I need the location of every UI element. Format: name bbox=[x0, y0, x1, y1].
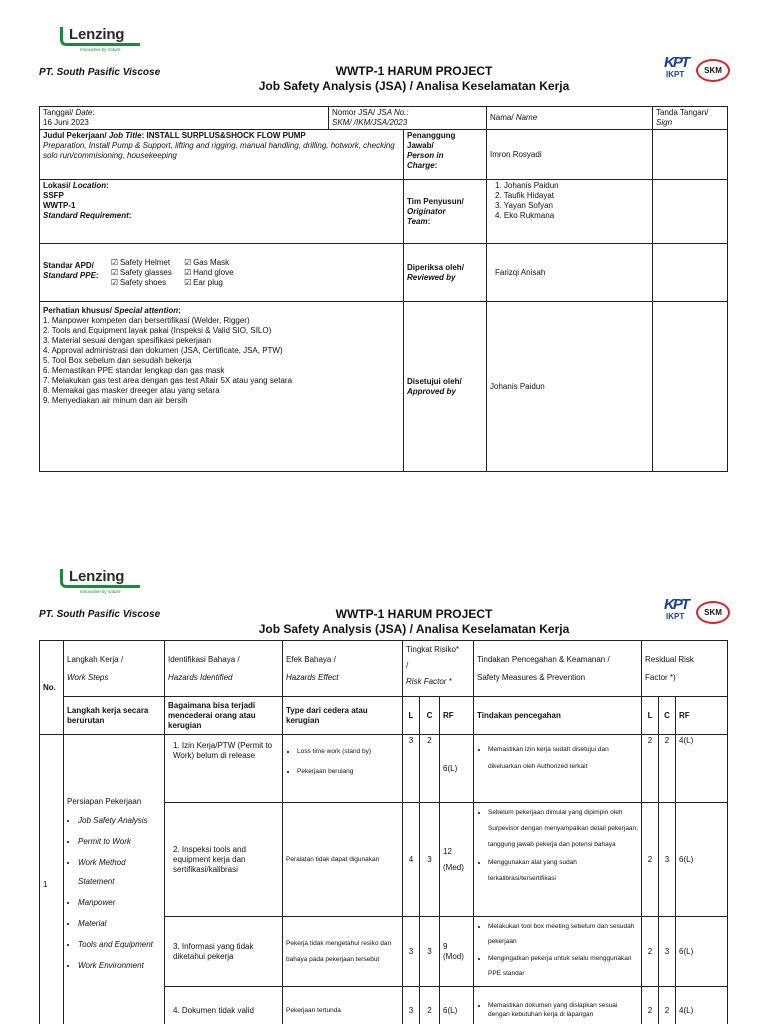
location-cell: Lokasi/ Location: SSFP WWTP-1 Standard Requirement: bbox=[40, 180, 404, 244]
subheader-row bbox=[40, 697, 728, 735]
risk-l: 3 bbox=[403, 735, 420, 803]
sub-work-steps: Langkah kerja secara berurutan bbox=[64, 697, 165, 735]
lenzing-logo bbox=[60, 26, 144, 54]
ppe-list-2 bbox=[184, 258, 233, 288]
col-hazards: Identifikasi Bahaya / Hazards Identified bbox=[165, 641, 283, 697]
residual-c: 3 bbox=[659, 803, 676, 917]
company-name: PT. South Pasific Viscose bbox=[39, 609, 161, 620]
sub-l: L bbox=[403, 697, 420, 735]
measure-item: • Melakukan tool box meeting sebelum dan sesudah pekerjaan bbox=[488, 919, 638, 949]
sub-measures: Tindakan pencegahan bbox=[474, 697, 642, 735]
ppe-item: ☑ Safety shoes bbox=[110, 277, 167, 287]
info-row-attention bbox=[40, 302, 728, 472]
ikpt-text: IKPT bbox=[666, 70, 685, 79]
sub-effects: Type dari cedera atau kerugian bbox=[283, 697, 403, 735]
lenzing-wordmark: Lenzing bbox=[69, 26, 125, 43]
team-member: 3. Yayan Sofyan bbox=[495, 201, 553, 210]
name-header: Nama/ Name bbox=[487, 107, 653, 130]
ikpt-skm-logo bbox=[664, 596, 730, 630]
residual-l: 2 bbox=[642, 803, 659, 917]
jsa-hazard-table bbox=[39, 640, 728, 1024]
ppe-item: ☑ Safety Helmet bbox=[110, 257, 171, 267]
lenzing-logo bbox=[60, 568, 144, 596]
attention-item: 1. Manpower kompeten dan bersertifikasi (Welder, Rigger) bbox=[43, 316, 250, 325]
col-residual-risk: Residual Risk Factor *) bbox=[642, 641, 728, 697]
date-value: 16 Juni 2023 bbox=[43, 118, 89, 127]
ppe-list-1 bbox=[111, 258, 172, 288]
sub-hazards: Bagaimana bisa terjadi mencederai orang atau kerugian bbox=[165, 697, 283, 735]
measure-item: • Sebelum pekerjaan dimulai yang dipimpin oleh Surpevisor dengan menyampaikan detail pekerjaan, tanggung jawab pekerja dan potensi bahaya bbox=[488, 805, 638, 853]
effect-cell: Peralatan tidak dapat digunakan bbox=[283, 803, 403, 917]
attention-item: 9. Menyediakan air minum dan air bersih bbox=[43, 396, 188, 405]
col-safety-measures: Tindakan Pencegahan & Keamanan / Safety Measures & Prevention bbox=[474, 641, 642, 697]
attention-item: 2. Tools and Equipment layak pakai (Inspeksi & Valid SIO, SILO) bbox=[43, 326, 272, 335]
residual-rf: 4(L) bbox=[676, 987, 728, 1024]
pic-name: Imron Rosyadi bbox=[487, 130, 653, 180]
team-member: 2. Taufik Hidayat bbox=[495, 191, 555, 200]
residual-c: 3 bbox=[659, 917, 676, 987]
measures-cell bbox=[474, 735, 642, 803]
work-step-item: • Material bbox=[78, 914, 161, 933]
location-area: WWTP-1 bbox=[43, 201, 76, 210]
checkbox-checked-icon: ☑ bbox=[184, 277, 192, 287]
special-attention-list bbox=[43, 316, 400, 406]
col-effects: Efek Bahaya / Hazards Effect bbox=[283, 641, 403, 697]
lenzing-tagline: Innovative by nature bbox=[80, 47, 121, 52]
residual-rf: 6(L) bbox=[676, 803, 728, 917]
info-row-location bbox=[40, 180, 728, 244]
risk-rf: 12 (Med) bbox=[440, 803, 474, 917]
location-value: SSFP bbox=[43, 191, 64, 200]
ikpt-mark: KPT bbox=[664, 54, 688, 71]
risk-rf: 9 (Mod) bbox=[440, 917, 474, 987]
jsa-number-value: SKM/ /IKM/JSA/2023 bbox=[332, 118, 408, 127]
standard-requirement: Standard Requirement bbox=[43, 211, 129, 220]
attention-item: 6. Memastikan PPE standar lengkap dan gas mask bbox=[43, 366, 225, 375]
team-member: 1. Johanis Paidun bbox=[495, 181, 559, 190]
reviewer-label: Diperiksa oleh/ Reviewed by bbox=[404, 244, 487, 302]
checkbox-checked-icon: ☑ bbox=[110, 277, 118, 287]
attention-item: 3. Material sesuai dengan spesifikasi pekerjaan bbox=[43, 336, 212, 345]
attention-item: 4. Approval administrasi dan dokumen (JSA, Certificate, JSA, PTW) bbox=[43, 346, 283, 355]
attention-item: 8. Memakai gas masker dreeger atau yang setara bbox=[43, 386, 220, 395]
reviewer-sign bbox=[653, 244, 728, 302]
approver-label: Disetujui oleh/ Approved by bbox=[404, 302, 487, 472]
job-title-value: : INSTALL SURPLUS&SHOCK FLOW PUMP bbox=[141, 131, 306, 140]
risk-l: 4 bbox=[403, 803, 420, 917]
risk-c: 3 bbox=[420, 917, 440, 987]
ppe-label: Standar APD/ Standard PPE: bbox=[43, 260, 99, 280]
document-title bbox=[200, 64, 628, 94]
team-list bbox=[487, 180, 653, 244]
jsa-title: Job Safety Analysis (JSA) / Analisa Keselamatan Kerja bbox=[258, 79, 570, 93]
effect-item: • Loss time work (stand by) bbox=[297, 743, 399, 761]
job-description: Preparation, Install Pump & Support, lifting and rigging, manual handling, drilling, hotwork, checking solo run/commisioning, housekeeping bbox=[43, 141, 395, 160]
reviewer-name: Farizqi Anisah bbox=[487, 244, 653, 302]
residual-c: 2 bbox=[659, 987, 676, 1024]
ppe-item: ☑ Safety glasses bbox=[110, 267, 172, 277]
risk-c: 3 bbox=[420, 803, 440, 917]
checkbox-checked-icon: ☑ bbox=[184, 257, 192, 267]
jsa-info-table bbox=[39, 106, 728, 472]
jsa-number-cell: Nomor JSA/ JSA No.: SKM/ /IKM/JSA/2023 bbox=[329, 107, 487, 130]
work-step-title: Persiapan Pekerjaan bbox=[67, 797, 142, 806]
measure-item: • Memastikan Izin kerja sudah disetujui dan dikeluarkan oleh Authorized terkait bbox=[488, 741, 638, 775]
skm-badge: SKM bbox=[696, 601, 730, 624]
residual-rf: 4(L) bbox=[676, 735, 728, 803]
work-step-list bbox=[67, 811, 161, 975]
work-step-cell bbox=[64, 735, 165, 1024]
measures-cell bbox=[474, 803, 642, 917]
risk-rf: 6(L) bbox=[440, 735, 474, 803]
work-step-item: • Permit to Work bbox=[78, 832, 161, 851]
special-attention-cell bbox=[40, 302, 404, 472]
ppe-item: ☑ Hand glove bbox=[184, 267, 234, 277]
risk-c: 2 bbox=[420, 735, 440, 803]
job-title-cell: Judul Pekerjaan/ Job Title: INSTALL SURPLUS&SHOCK FLOW PUMP Preparation, Install Pump & Support, lifting and rigging, manual handling, drilling, hotwork, checking solo run/commisioning, housekeeping bbox=[40, 130, 404, 180]
sign-header: Tanda Tangan/ Sign bbox=[653, 107, 728, 130]
page-gap bbox=[0, 472, 768, 558]
checkbox-checked-icon: ☑ bbox=[110, 257, 118, 267]
col-risk-factor: Tingkat Risiko* / Risk Factor * bbox=[403, 641, 474, 697]
skm-badge: SKM bbox=[696, 59, 730, 82]
work-step-item: • Work Method Statement bbox=[78, 853, 161, 891]
ikpt-text: IKPT bbox=[666, 612, 685, 621]
attention-item: 7. Melakukan gas test area dengan gas test Altair 5X atau yang setara bbox=[43, 376, 293, 385]
col-no: No. bbox=[40, 641, 64, 735]
ppe-item: ☑ Gas Mask bbox=[184, 257, 230, 267]
table-row bbox=[40, 735, 728, 803]
hazard-cell: 1. Izin Kerja/PTW (Permit to Work) belum di release bbox=[165, 735, 283, 803]
approver-name: Johanis Paidun bbox=[487, 302, 653, 472]
ppe-cell bbox=[40, 244, 404, 302]
work-step-item: • Tools and Equipment bbox=[78, 935, 161, 954]
hazard-cell: 3. Informasi yang tidak diketahui pekerja bbox=[165, 917, 283, 987]
jsa-title: Job Safety Analysis (JSA) / Analisa Keselamatan Kerja bbox=[258, 622, 570, 636]
date-cell: Tanggal/ Date: 16 Juni 2023 bbox=[40, 107, 329, 130]
sub-residual-rf: RF bbox=[676, 697, 728, 735]
ppe-item: ☑ Ear plug bbox=[184, 277, 223, 287]
measure-item: • Mengingatkan pekerja untuk selalu menggunakan PPE standar bbox=[488, 951, 638, 981]
approver-sign bbox=[653, 302, 728, 472]
measures-cell bbox=[474, 987, 642, 1024]
sub-c: C bbox=[420, 697, 440, 735]
measure-item: • Memastikan dokumen yang dislapkan sesuai dengan kebutuhan kerja di lapangan bbox=[488, 1001, 638, 1019]
header-row bbox=[40, 641, 728, 697]
effect-cell bbox=[283, 735, 403, 803]
effect-cell: Pekerjaan tertunda bbox=[283, 987, 403, 1024]
ikpt-mark: KPT bbox=[664, 596, 688, 613]
pic-label: Penanggung Jawab/ Person in Charge: bbox=[404, 130, 487, 180]
info-row-ppe bbox=[40, 244, 728, 302]
col-work-steps: Langkah Kerja / Work Steps bbox=[64, 641, 165, 697]
ikpt-skm-logo bbox=[664, 54, 730, 88]
residual-l: 2 bbox=[642, 987, 659, 1024]
attention-item: 5. Tool Box sebelum dan sesudah bekerja bbox=[43, 356, 192, 365]
company-name: PT. South Pasific Viscose bbox=[39, 67, 161, 78]
residual-c: 2 bbox=[659, 735, 676, 803]
effect-item: • Pekerjaan berulang bbox=[297, 763, 399, 781]
lenzing-tagline: Innovative by nature bbox=[80, 589, 121, 594]
lenzing-wordmark: Lenzing bbox=[69, 568, 125, 585]
measures-cell bbox=[474, 917, 642, 987]
work-step-item: • Manpower bbox=[78, 893, 161, 912]
checkbox-checked-icon: ☑ bbox=[110, 267, 118, 277]
risk-rf: 6(L) bbox=[440, 987, 474, 1024]
effect-cell: Pekerja tidak mengetahui resiko dan bahaya pada pekerjaan tersebut bbox=[283, 917, 403, 987]
special-attention-title: Perhatian khusus/ Special attention: bbox=[43, 306, 181, 315]
info-row-date bbox=[40, 107, 728, 130]
document-title bbox=[200, 607, 628, 637]
work-step-item: • Job Safety Analysis bbox=[78, 811, 161, 830]
work-step-item: • Work Environment bbox=[78, 956, 161, 975]
residual-l: 2 bbox=[642, 917, 659, 987]
measure-item: • Menggunakan alat yang sudah terkalibrasi/tersertifikasi bbox=[488, 855, 638, 887]
risk-l: 3 bbox=[403, 917, 420, 987]
hazard-cell: 2. Inspeksi tools and equipment kerja dan sertifikasi/kalibrasi bbox=[165, 803, 283, 917]
hazard-cell: 4. Dokumen tidak valid bbox=[165, 987, 283, 1024]
project-title: WWTP-1 HARUM PROJECT bbox=[335, 64, 493, 78]
team-label: Tim Penyusun/ Originator Team: bbox=[404, 180, 487, 244]
residual-rf: 6(L) bbox=[676, 917, 728, 987]
project-title: WWTP-1 HARUM PROJECT bbox=[335, 607, 493, 621]
info-row-title bbox=[40, 130, 728, 180]
sub-residual-l: L bbox=[642, 697, 659, 735]
risk-l: 3 bbox=[403, 987, 420, 1024]
sub-rf: RF bbox=[440, 697, 474, 735]
risk-c: 2 bbox=[420, 987, 440, 1024]
team-member: 4. Eko Rukmana bbox=[495, 211, 555, 220]
sub-residual-c: C bbox=[659, 697, 676, 735]
residual-l: 2 bbox=[642, 735, 659, 803]
pic-sign bbox=[653, 130, 728, 180]
row-number: 1 bbox=[40, 735, 64, 1024]
checkbox-checked-icon: ☑ bbox=[184, 267, 192, 277]
team-sign bbox=[653, 180, 728, 244]
